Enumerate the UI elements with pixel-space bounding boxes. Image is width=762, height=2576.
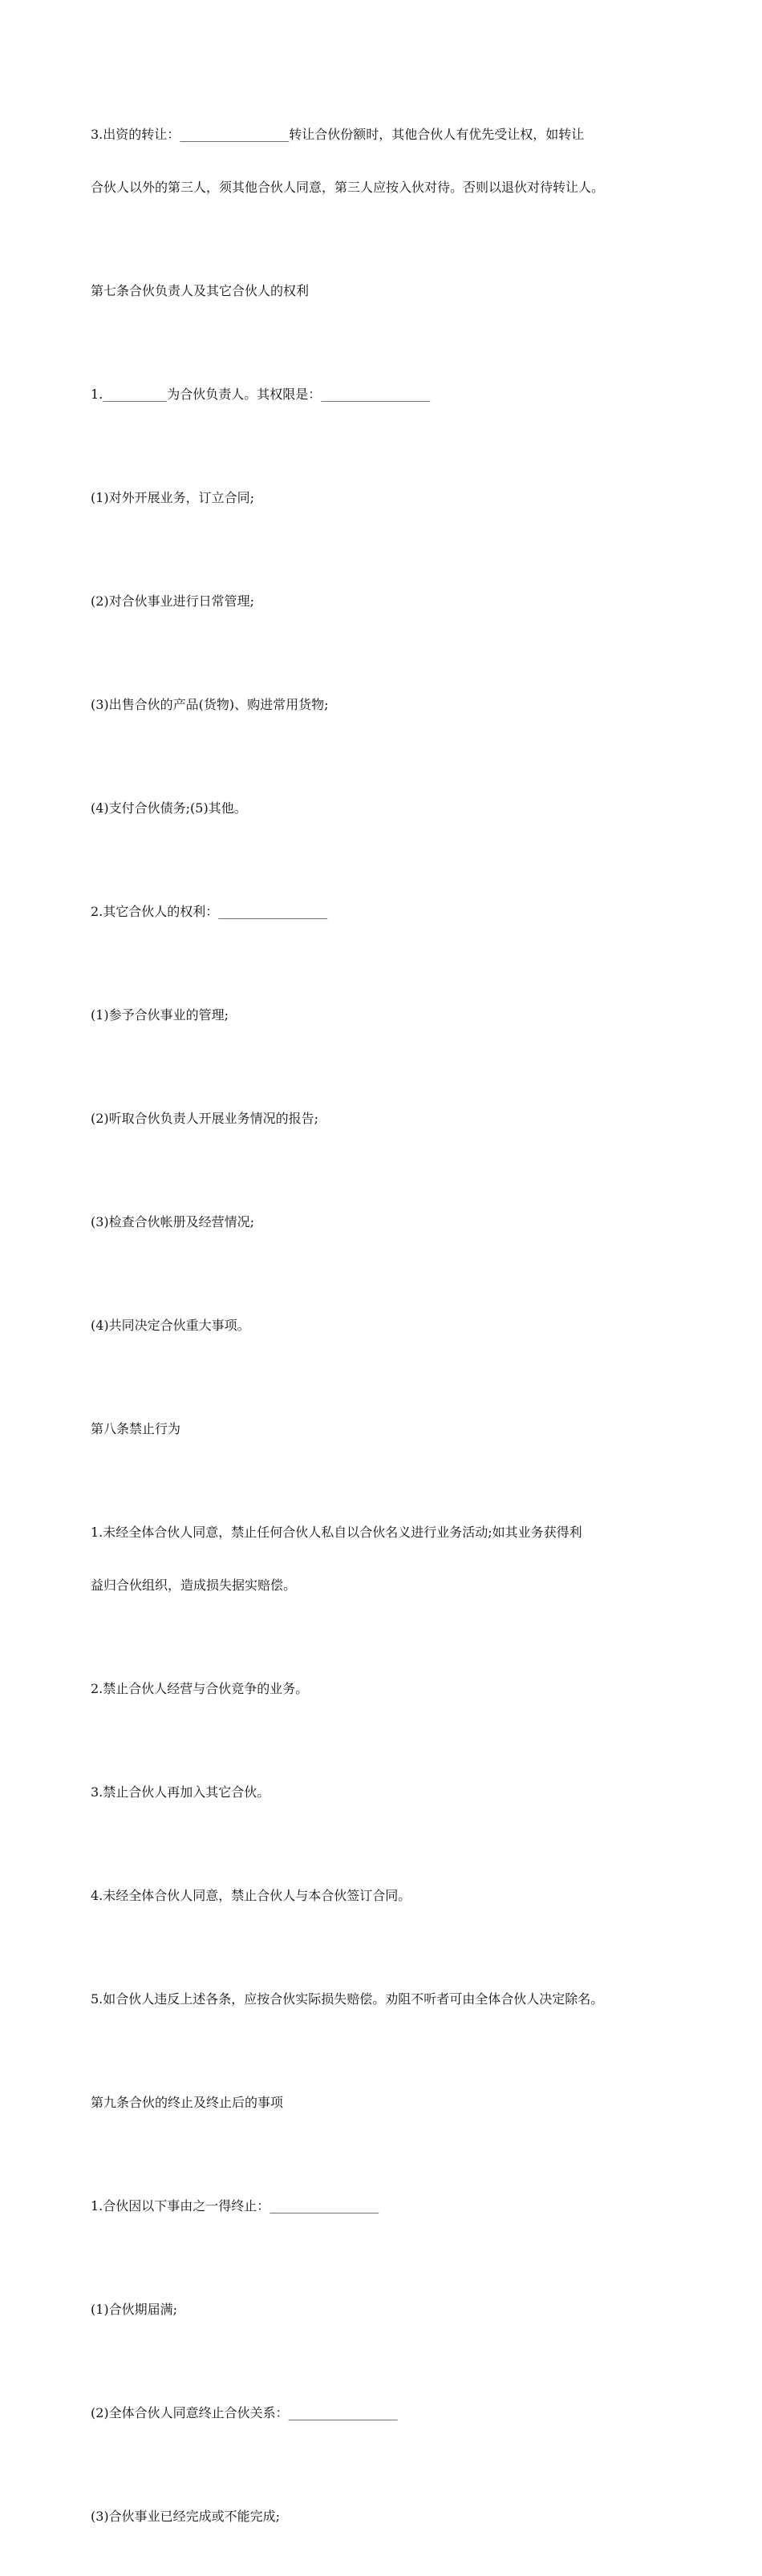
- text-line: 3.出资的转让：_________________转让合伙份额时，其他合伙人有优先受让权，如转让: [91, 127, 585, 142]
- text-line: (1)对外开展业务，订立合同;: [91, 490, 255, 505]
- text-line: 4.未经全体合伙人同意，禁止合伙人与本合伙签订合同。: [91, 1888, 411, 1903]
- list-item: [91, 1282, 692, 1370]
- text-line: (2)对合伙事业进行日常管理;: [91, 593, 255, 609]
- text-line: 3.禁止合伙人再加入其它合伙。: [91, 1784, 270, 1800]
- heading-article-7: [91, 247, 692, 335]
- text-line: 合伙人以外的第三人，须其他合伙人同意，第三人应按入伙对待。否则以退伙对待转让人。: [91, 180, 605, 195]
- text-line: 2.其它合伙人的权利：_________________: [91, 904, 328, 919]
- text-line: 第九条合伙的终止及终止后的事项: [91, 2095, 284, 2110]
- list-item: [91, 764, 692, 853]
- heading-article-8: [91, 1385, 692, 1473]
- text-line: (3)合伙事业已经完成或不能完成;: [91, 2509, 281, 2524]
- document-page: [91, 91, 692, 2576]
- text-line: (4)共同决定合伙重大事项。: [91, 1318, 250, 1333]
- text-line: 益归合伙组织，造成损失据实赔偿。: [91, 1578, 297, 1593]
- paragraph-prohibition-3: [91, 1748, 692, 1837]
- text-line: 2.禁止合伙人经营与合伙竞争的业务。: [91, 1681, 309, 1696]
- paragraph-transfer-of-contribution: [91, 91, 692, 232]
- list-item: [91, 2369, 692, 2457]
- paragraph-prohibition-1: [91, 1488, 692, 1630]
- text-line: 第八条禁止行为: [91, 1421, 181, 1436]
- heading-article-9: [91, 2059, 692, 2147]
- list-item: [91, 661, 692, 749]
- text-line: 第七条合伙负责人及其它合伙人的权利: [91, 283, 310, 298]
- text-line: (1)参予合伙事业的管理;: [91, 1007, 229, 1023]
- text-line: (1)合伙期届满;: [91, 2302, 178, 2317]
- text-line: (3)检查合伙帐册及经营情况;: [91, 1214, 255, 1229]
- text-line: 1.__________为合伙负责人。其权限是：_________________: [91, 387, 431, 402]
- paragraph-prohibition-5: [91, 1955, 692, 2043]
- text-line: (2)全体合伙人同意终止合伙关系：_________________: [91, 2405, 398, 2420]
- text-line: 1.未经全体合伙人同意，禁止任何合伙人私自以合伙名义进行业务活动;如其业务获得利: [91, 1525, 582, 1540]
- text-line: (2)听取合伙负责人开展业务情况的报告;: [91, 1111, 319, 1126]
- text-line: (4)支付合伙债务;(5)其他。: [91, 800, 247, 816]
- paragraph-other-partner-rights: [91, 868, 692, 956]
- paragraph-termination-causes: [91, 2162, 692, 2250]
- text-line: 5.如合伙人违反上述各条，应按合伙实际损失赔偿。劝阻不听者可由全体合伙人决定除名。: [91, 1991, 604, 2007]
- text-line: 1.合伙因以下事由之一得终止：_________________: [91, 2198, 379, 2213]
- list-item: [91, 1075, 692, 1163]
- list-item: [91, 454, 692, 542]
- list-item: [91, 2473, 692, 2561]
- text-line: (3)出售合伙的产品(货物)、购进常用货物;: [91, 697, 329, 712]
- paragraph-manager-authority: [91, 350, 692, 439]
- paragraph-prohibition-4: [91, 1852, 692, 1940]
- paragraph-prohibition-2: [91, 1645, 692, 1733]
- list-item: [91, 2266, 692, 2354]
- list-item: [91, 971, 692, 1059]
- list-item: [91, 1178, 692, 1266]
- list-item: [91, 557, 692, 646]
